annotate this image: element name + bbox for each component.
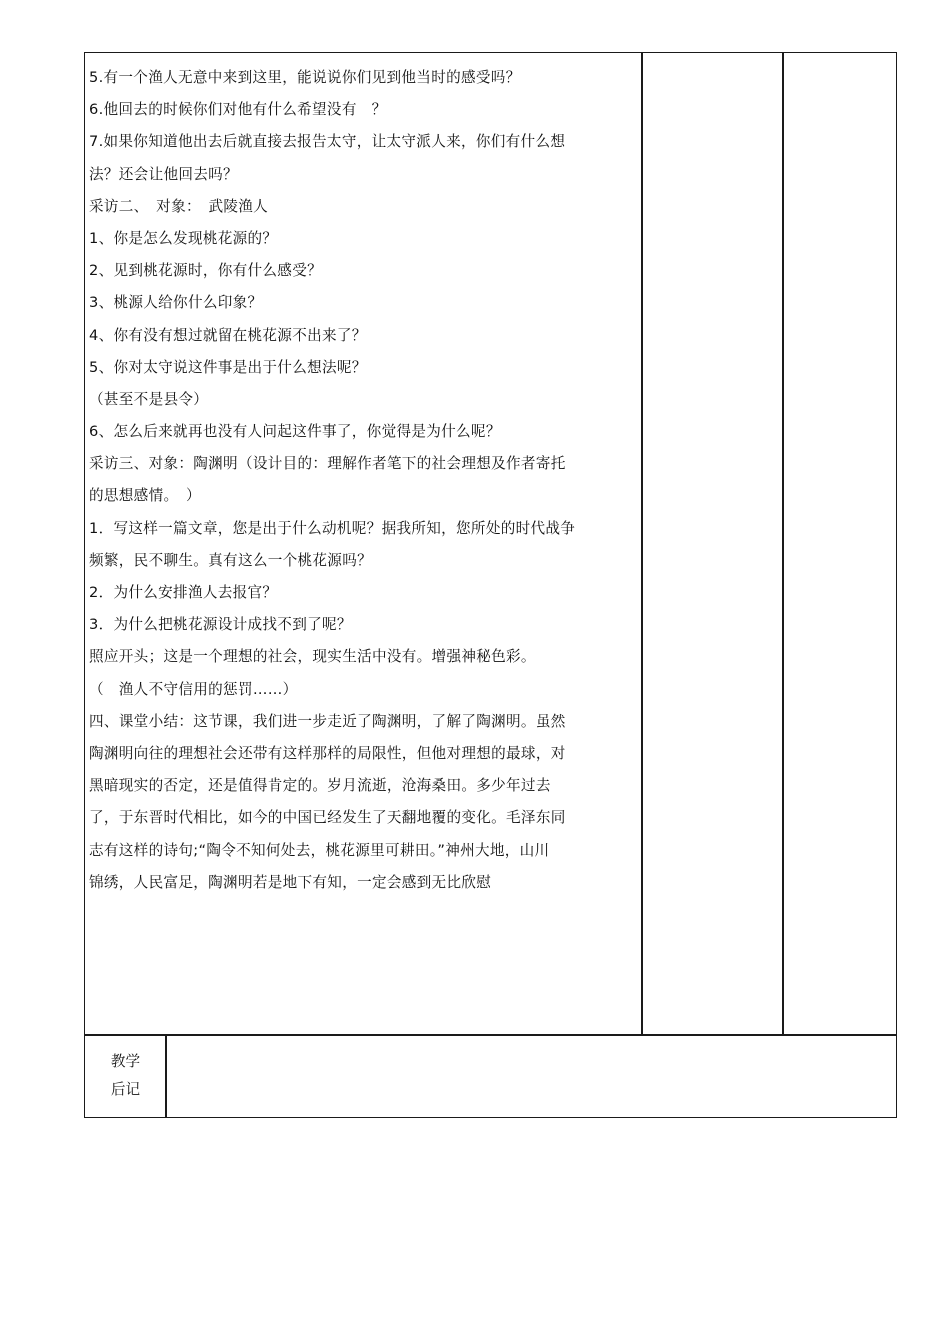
text-line: 频繁，民不聊生。真有这么一个桃花源吗？ [89,551,372,569]
text-line: 3、桃源人给你什么印象？ [89,294,263,312]
text-line: 5.有一个渔人无意中来到这里，能说说你们见到他当时的感受吗？ [89,69,521,86]
text-line: 陶渊明向往的理想社会还带有这样那样的局限性，但他对理想的最球，对 [89,744,566,762]
text-line: 采访三、对象：陶渊明（设计目的：理解作者笔下的社会理想及作者寄托 [89,455,566,473]
text-line: 1、你是怎么发现桃花源的？ [89,229,278,247]
text-line: 四、课堂小结：这节课，我们进一步走近了陶渊明，了解了陶渊明。虽然 [89,712,566,730]
text-line: 5、你对太守说这件事是出于什么想法呢？ [89,358,367,376]
text-line: （甚至不是县令） [89,390,209,408]
blank-column-cell [641,52,784,1036]
postscript-label-line: 教学 [110,1053,141,1070]
text-line: 4、你有没有想过就留在桃花源不出来了？ [89,326,367,344]
text-line: 3．为什么把桃花源设计成找不到了呢？ [89,616,352,634]
text-line: 的思想感情。 ） [89,487,201,505]
postscript-label [85,1035,166,1117]
text-line: 7.如果你知道他出去后就直接去报告太守，让太守派人来，你们有什么想 [89,133,566,151]
text-line: 黑暗现实的否定，还是值得肯定的。岁月流逝，沧海桑田。多少年过去 [89,777,551,795]
text-line: 锦绣，人民富足，陶渊明若是地下有知，一定会感到无比欣慰 [89,873,492,891]
postscript-label-cell [84,1034,167,1118]
lesson-text [89,62,639,899]
text-line: （ 渔人不守信用的惩罚……） [89,680,298,698]
text-line: 6.他回去的时候你们对他有什么希望没有 ？ [89,101,387,119]
blank-column-cell [782,52,897,1036]
text-line: 2．为什么安排渔人去报官？ [89,584,278,601]
text-line: 2、见到桃花源时，你有什么感受？ [89,262,322,280]
text-line: 法？还会让他回去吗？ [89,165,238,183]
postscript-notes-cell [165,1034,897,1118]
text-line: 1．写这样一篇文章，您是出于什么动机呢？据我所知，您所处的时代战争 [89,519,576,537]
text-line: 照应开头；这是一个理想的社会，现实生活中没有。增强神秘色彩。 [89,648,536,666]
postscript-label-line: 后记 [110,1081,141,1098]
text-line: 志有这样的诗句;“陶令不知何处去，桃花源里可耕田。”神州大地，山川 [89,841,550,859]
text-line: 了，于东晋时代相比，如今的中国已经发生了天翻地覆的变化。毛泽东同 [89,809,566,827]
text-line: 采访二、 对象： 武陵渔人 [89,197,269,215]
text-line: 6、怎么后来就再也没有人问起这件事了，你觉得是为什么呢？ [89,423,501,441]
